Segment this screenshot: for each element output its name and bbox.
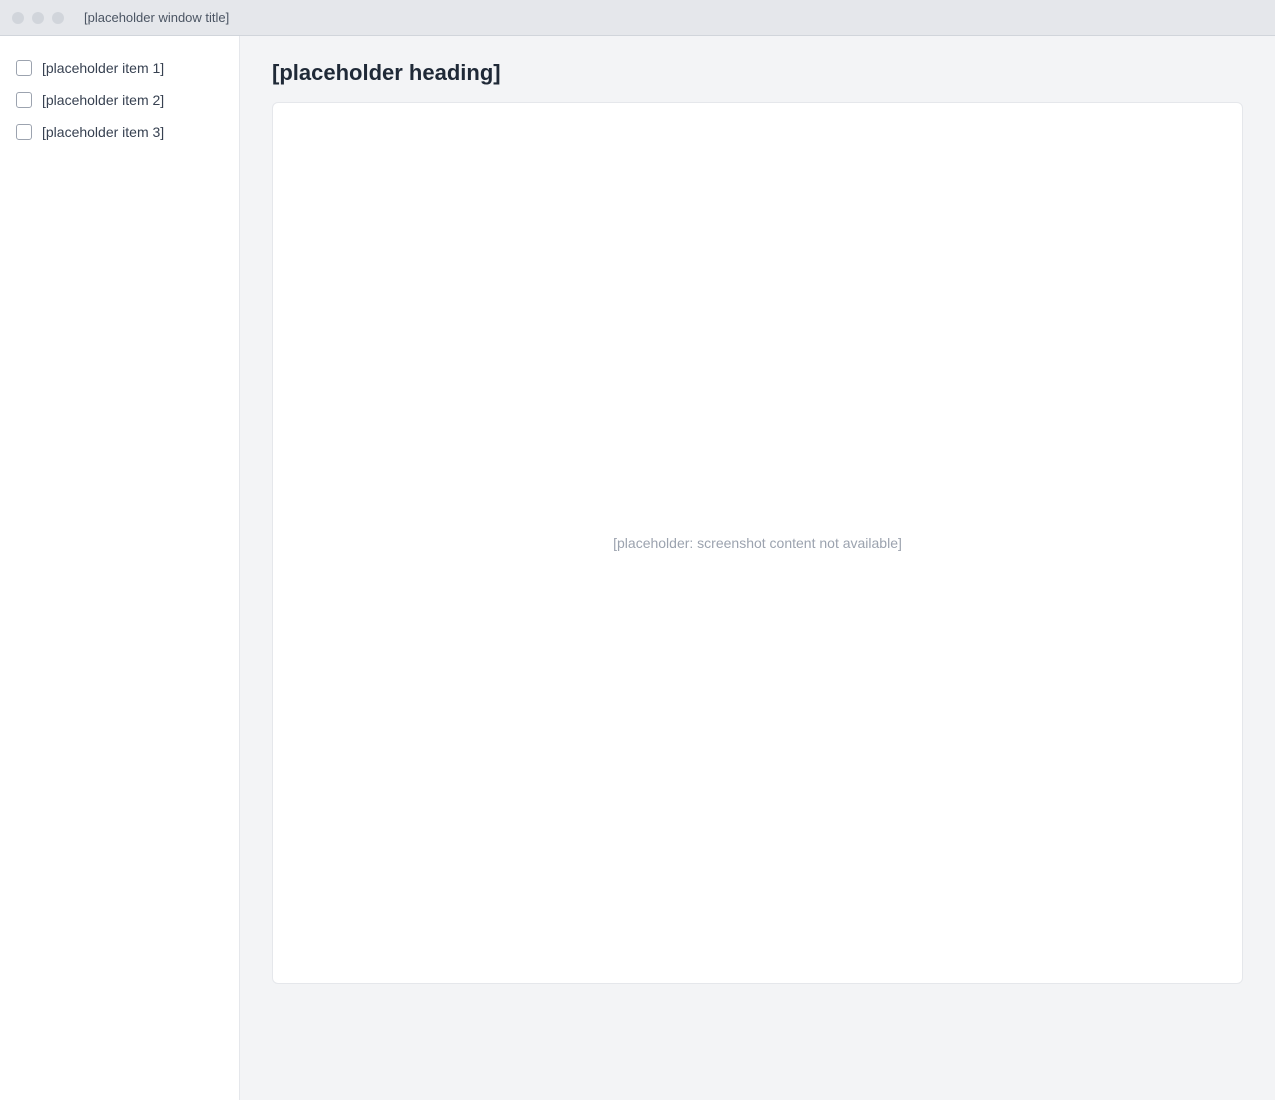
sidebar-item[interactable] [0,116,239,148]
panel-text: [placeholder: screenshot content not available] [613,535,902,551]
sidebar [0,36,240,1100]
square-icon [16,92,32,108]
main-content [240,36,1275,1100]
sidebar-item[interactable] [0,84,239,116]
app-layout [0,36,1275,1100]
window-minimize-icon[interactable] [32,12,44,24]
square-icon [16,60,32,76]
sidebar-item-label: [placeholder item 3] [42,124,165,140]
window-close-icon[interactable] [12,12,24,24]
sidebar-item-label: [placeholder item 1] [42,60,165,76]
window-titlebar [0,0,1275,36]
page-title: [placeholder heading] [272,60,501,85]
window-maximize-icon[interactable] [52,12,64,24]
square-icon [16,124,32,140]
content-panel [272,102,1243,984]
sidebar-item[interactable] [0,52,239,84]
window-title: [placeholder window title] [84,10,230,25]
sidebar-item-label: [placeholder item 2] [42,92,165,108]
